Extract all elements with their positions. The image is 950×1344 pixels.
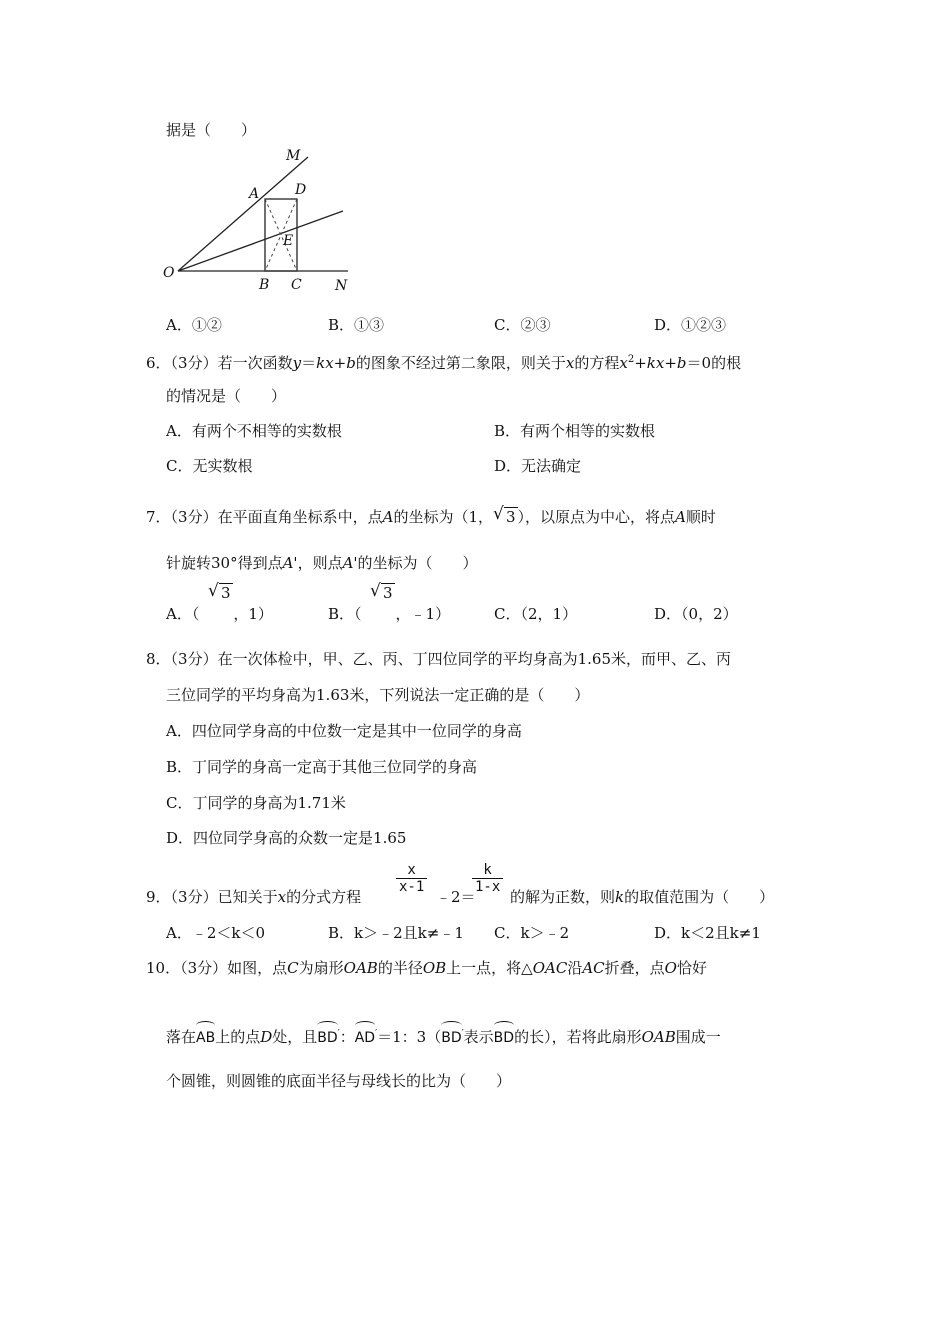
fraction-x-over-x-minus-1: $\frac{x}{x-1}$	[396, 862, 427, 895]
q7-stem-line1: 7．（3分）在平面直角坐标系中，点A的坐标为（1，√ 3 ），以原点为中心，将点A顺时	[146, 507, 716, 527]
q9-stem: 9．（3分）已知关于x的分式方程	[146, 888, 362, 906]
arc-BD-3: BD	[494, 1024, 514, 1048]
q8-option-d: D．四位同学身高的众数一定是1.65	[166, 829, 407, 847]
bisector-line	[178, 211, 343, 271]
q5-option-d: D．①②③	[654, 316, 727, 334]
q8-option-c: C．丁同学的身高为1.71米	[166, 794, 346, 812]
q7-option-d: D．（0，2）	[654, 605, 738, 623]
arc-AD: AD	[355, 1024, 375, 1048]
q6-option-a: A．有两个不相等的实数根	[166, 422, 342, 440]
label-M: M	[286, 148, 301, 164]
q7-option-b-sqrt: √ 3	[370, 584, 395, 602]
q7-option-c: C．（2，1）	[494, 605, 578, 623]
arc-AB: AB	[196, 1024, 215, 1048]
q10-stem-line3: 个圆锥，则圆锥的底面半径与母线长的比为（ ）	[166, 1072, 512, 1090]
label-A: A	[249, 186, 260, 202]
q6-stem-line1: 6．（3分）若一次函数y＝kx+b的图象不经过第二象限，则关于x的方程$x^2+kx+b=0$的根	[146, 354, 742, 372]
q9-option-b: B．k＞﹣2且k≠﹣1	[328, 924, 464, 942]
q5-figure	[158, 142, 368, 298]
q9-stem-tail: 的解为正数，则k的取值范围为（ ）	[510, 888, 775, 906]
q8-stem-line2: 三位同学的平均身高为1.63米，下列说法一定正确的是（ ）	[166, 686, 590, 704]
q9-option-d: D．k＜2且k≠1	[654, 924, 761, 942]
q9-number: 9．	[146, 888, 171, 906]
q10-number: 10．	[146, 959, 181, 977]
q5-option-b: B．①③	[328, 316, 385, 334]
label-O: O	[163, 265, 175, 281]
label-B: B	[259, 277, 270, 293]
q9-option-c: C．k＞﹣2	[494, 924, 570, 942]
label-C: C	[291, 277, 302, 293]
label-N: N	[335, 278, 348, 294]
q10-stem-line1: 10．（3分）如图，点C为扇形OAB的半径OB上一点，将△OAC沿AC折叠，点O恰好	[146, 959, 707, 977]
q9-minus-two: ﹣2＝	[436, 888, 476, 906]
q7-option-b: B．（ ，﹣1）	[328, 605, 451, 623]
sqrt-3: √ 3	[493, 507, 518, 527]
q6-option-b: B．有两个相等的实数根	[494, 422, 656, 440]
arc-BD-2: BD	[441, 1024, 461, 1048]
q8-option-a: A．四位同学身高的中位数一定是其中一位同学的身高	[166, 722, 522, 740]
q5-tail: 据是（ ）	[166, 121, 257, 139]
q6-stem-line2: 的情况是（ ）	[166, 387, 287, 405]
arc-BD: BD	[317, 1024, 337, 1048]
q6-option-d: D．无法确定	[494, 457, 582, 475]
q8-number: 8．	[146, 650, 171, 668]
q7-number: 7．	[146, 508, 171, 526]
q5-option-c: C．②③	[494, 316, 551, 334]
q6-number: 6．	[146, 354, 171, 372]
q7-option-a-sqrt: √ 3	[208, 584, 233, 602]
q8-option-b: B．丁同学的身高一定高于其他三位同学的身高	[166, 758, 478, 776]
label-D: D	[295, 182, 307, 198]
q10-stem-line2: 落在AB上的点D处，且BD′：AD′＝1：3（BD′表示BD的长），若将此扇形OAB围成一	[166, 1024, 721, 1048]
label-E: E	[283, 233, 294, 249]
q7-stem-line2: 针旋转30°得到点A'，则点A'的坐标为（ ）	[166, 554, 478, 572]
q9-option-a: A．﹣2＜k＜0	[166, 924, 266, 942]
ray-OM	[178, 157, 308, 271]
q8-stem-line1: 8．（3分）在一次体检中，甲、乙、丙、丁四位同学的平均身高为1.65米，而甲、乙、丙	[146, 650, 731, 668]
fraction-k-over-1-minus-x: $\frac{k}{1-x}$	[472, 862, 503, 895]
q6-option-c: C．无实数根	[166, 457, 253, 475]
q7-option-a: A．（ ，1）	[166, 605, 273, 623]
q5-option-a: A．①②	[166, 316, 222, 334]
